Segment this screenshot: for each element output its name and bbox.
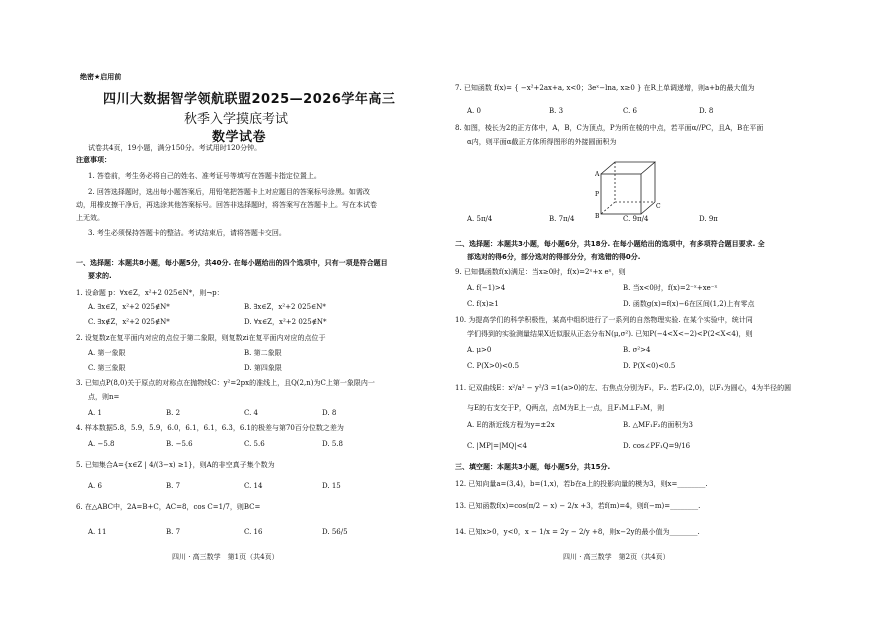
- q3-option-d: D. 8: [322, 409, 337, 417]
- q7-option-a: A. 0: [467, 107, 481, 115]
- q10-option-b: B. σ²>4: [623, 346, 651, 354]
- q2-option-c: C. 第三象限: [88, 364, 126, 372]
- q3-option-c: C. 4: [244, 409, 259, 417]
- q9-option-a: A. f(−1)>4: [467, 284, 506, 292]
- question-8-cont: α内，则平面α截正方体所得图形的外接圆面积为: [467, 138, 617, 146]
- q6-option-d: D. 56/5: [322, 528, 348, 536]
- question-3: 3. 已知点P(8,0)关于原点的对称点在抛物线C：y²=2px的准线上，且Q(2,n)为C上第一象限内一: [76, 379, 375, 387]
- subject-title: 数学试卷: [212, 130, 267, 145]
- section-2-heading-cont: 部选对的得6分，部分选对的得部分分，有选错的得0分.: [467, 253, 641, 261]
- q9-option-b: B. 当x<0时，f(x)=2⁻ˣ+xe⁻ˣ: [623, 284, 718, 292]
- q1-option-b: B. ∃x∈Z，x²+2 025∈N*: [244, 303, 326, 311]
- q6-option-c: C. 16: [244, 528, 263, 536]
- q10-option-c: C. P(X>0)<0.5: [467, 362, 520, 370]
- question-9: 9. 已知偶函数f(x)满足：当x≥0时，f(x)=2ˣ+x eˣ，则: [455, 268, 626, 276]
- section-1-heading: 一、选择题：本题共8小题，每小题5分，共40分. 在每小题给出的四个选项中，只有一项是符合题目: [76, 259, 388, 267]
- section-1-heading-cont: 要求的.: [88, 272, 112, 280]
- question-5: 5. 已知集合A={x∈Z | 4/(3−x) ≥1}，则A的非空真子集个数为: [76, 461, 275, 469]
- question-10-cont: 学们得到的实验测量结果X近似服从正态分布N(μ,σ²). 已知P(−4<X<−2)<P(2<X<4)，则: [467, 330, 753, 338]
- q4-option-b: B. −5.6: [166, 440, 193, 448]
- q10-option-d: D. P(X<0)<0.5: [623, 362, 676, 370]
- q8-option-a: A. 5π/4: [467, 215, 493, 223]
- question-4: 4. 样本数据5.8，5.9，5.9，6.0，6.1，6.1，6.3，6.1的极差与第70百分位数之差为: [76, 424, 344, 432]
- question-13: 13. 已知函数f(x)=cos(π/2 − x) − 2/x +3，若f(m)=4，则f(−m)=________.: [455, 502, 701, 510]
- question-11-cont: 与E的右支交于P，Q两点，点M为E上一点，且F₁M⊥F₂M，则: [467, 404, 665, 412]
- page-footer: 四川 · 高三数学 第2页（共4页）: [563, 553, 670, 561]
- q9-option-d: D. 函数g(x)=f(x)−6在区间(1,2)上有零点: [623, 300, 755, 308]
- exam-title-line2: 秋季入学摸底考试: [184, 112, 289, 127]
- q2-option-b: B. 第二象限: [244, 349, 282, 357]
- q8-option-b: B. 7π/4: [549, 215, 575, 223]
- q6-option-a: A. 11: [88, 528, 107, 536]
- q7-option-c: C. 6: [623, 107, 638, 115]
- exam-page-2: [435, 0, 870, 617]
- exam-title-line1: 四川大数据智学领航联盟2025—2026学年高三: [103, 92, 396, 107]
- q5-option-d: D. 15: [322, 482, 341, 490]
- notice-3: 3. 考生必须保持答题卡的整洁。考试结束后，请将答题卡交回。: [88, 229, 286, 237]
- fig-label-b: B: [595, 213, 600, 218]
- cube-figure: [595, 158, 663, 218]
- q3-option-b: B. 2: [166, 409, 181, 417]
- page-footer: 四川 · 高三数学 第1页（共4页）: [172, 553, 279, 561]
- q10-option-a: A. μ>0: [467, 346, 492, 354]
- question-6: 6. 在△ABC中，2A=B+C，AC=8，cos C=1/7，则BC=: [76, 503, 261, 511]
- q4-option-c: C. 5.6: [244, 440, 265, 448]
- q8-option-d: D. 9π: [699, 215, 718, 223]
- question-12: 12. 已知向量a=(3,4)，b=(1,x)，若b在a上的投影向量的模为3，则x=________.: [455, 480, 708, 488]
- section-2-heading: 二、选择题：本题共3小题，每小题6分，共18分. 在每小题给出的选项中，有多项符合题目要求. 全: [455, 240, 765, 248]
- question-2: 2. 设复数z在复平面内对应的点位于第二象限，则复数zi在复平面内对应的点位于: [76, 334, 326, 342]
- notice-2-line2: 动，用橡皮擦干净后，再选涂其他答案标号。回答非选择题时，将答案写在答题卡上。写在本试卷: [76, 201, 377, 209]
- notice-2-line3: 上无效。: [76, 214, 104, 222]
- q11-option-c: C. |MP|=|MQ|<4: [467, 442, 527, 450]
- notice-heading: 注意事项：: [76, 156, 111, 164]
- q9-option-c: C. f(x)≥1: [467, 300, 499, 308]
- q5-option-c: C. 14: [244, 482, 263, 490]
- q2-option-a: A. 第一象限: [88, 349, 126, 357]
- fig-label-a: A: [595, 171, 600, 178]
- q11-option-b: B. △MF₁F₂的面积为3: [623, 421, 693, 429]
- question-3-cont: 点，则n=: [88, 393, 120, 401]
- q2-option-d: D. 第四象限: [244, 364, 282, 372]
- fig-label-p: P: [595, 191, 600, 198]
- section-3-heading: 三、填空题：本题共3小题，每小题5分，共15分.: [455, 463, 611, 471]
- question-10: 10. 为提高学们的科学积极性，某高中组织进行了一系列的自然物理实验. 在某个实验中，统计同: [455, 316, 753, 324]
- question-8: 8. 如图，棱长为2的正方体中，A，B，C为顶点，P为所在棱的中点，若平面α//PC，且A，B在平面: [455, 124, 764, 132]
- confidential-label: 绝密★启用前: [80, 73, 122, 81]
- q1-option-a: A. ∃x∈Z，x²+2 025∉N*: [88, 303, 170, 311]
- notice-2-line1: 2. 回答选择题时，选出每小题答案后，用铅笔把答题卡上对应题目的答案标号涂黑。如需改: [88, 188, 370, 196]
- q7-option-d: D. 8: [699, 107, 714, 115]
- question-11: 11. 记双曲线E：x²/a² − y²/3 =1(a>0)的左、右焦点分别为F₁，F₂. 若F₂(2,0)，以F₁为圆心，4为半径的圆: [455, 384, 792, 392]
- exam-info: 试卷共4页，19小题，满分150分。考试用时120分钟。: [88, 144, 262, 152]
- notice-1: 1. 答卷前，考生务必将自己的姓名、准考证号等填写在答题卡指定位置上。: [88, 172, 321, 180]
- q3-option-a: A. 1: [88, 409, 102, 417]
- q1-option-c: C. ∃x∉Z，x²+2 025∉N*: [88, 318, 170, 326]
- q11-option-d: D. cos∠PF₁Q=9/16: [623, 442, 691, 450]
- q4-option-d: D. 5.8: [322, 440, 343, 448]
- q5-option-a: A. 6: [88, 482, 102, 490]
- q11-option-a: A. E的渐近线方程为y=±2x: [467, 421, 555, 429]
- q6-option-b: B. 7: [166, 528, 181, 536]
- q8-option-c: C. 9π/4: [623, 215, 649, 223]
- question-7: 7. 已知函数 f(x)= { −x²+2ax+a, x<0；3eˣ−lna, x≥0 } 在R上单调递增，则a+b的最大值为: [455, 84, 755, 92]
- question-1: 1. 设命题 p：∀x∈Z，x²+2 025∈N*，则¬p：: [76, 289, 224, 297]
- q4-option-a: A. −5.8: [88, 440, 115, 448]
- fig-label-c: C: [656, 203, 661, 210]
- q7-option-b: B. 3: [549, 107, 564, 115]
- question-14: 14. 已知x>0，y<0，x − 1/x = 2y − 2/y +8，则x−2y的最小值为________.: [455, 528, 700, 536]
- q1-option-d: D. ∀x∈Z，x²+2 025∉N*: [244, 318, 327, 326]
- q5-option-b: B. 7: [166, 482, 181, 490]
